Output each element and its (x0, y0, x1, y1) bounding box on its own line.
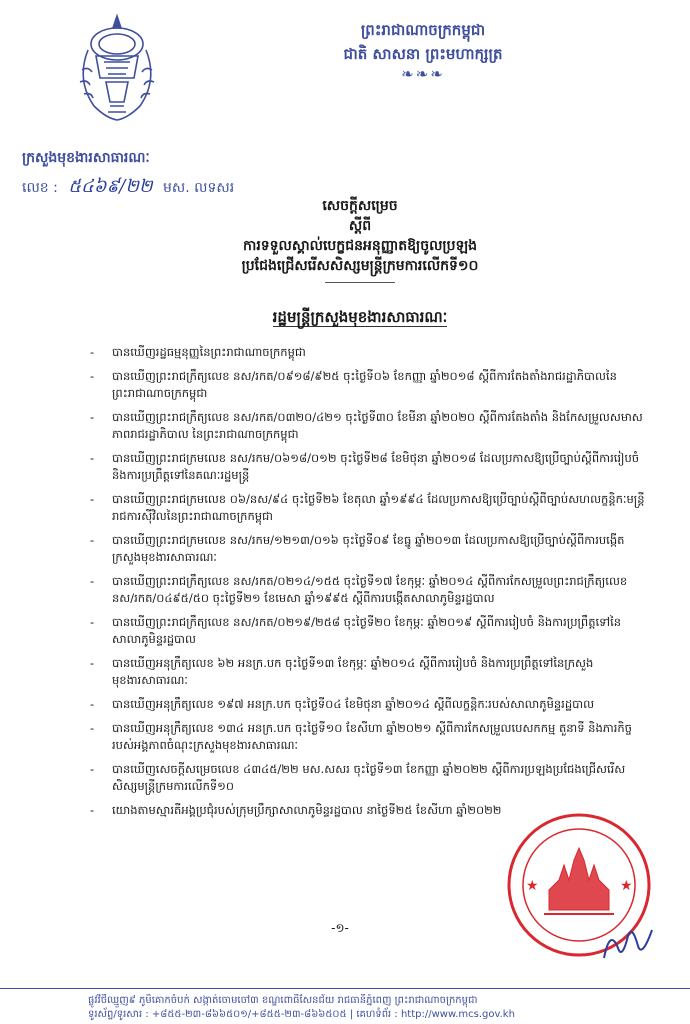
ministry-name: ក្រសួងមុខងារសាធារណៈ (22, 150, 150, 166)
list-item-text: បានឃើញអនុក្រឹត្យលេខ ៦២ អនក្រ.បក ចុះថ្ងៃទី១៣ ខែកុម្ភៈ ឆ្នាំ២០១៤ ស្ដីពីការរៀបចំ និងការប្រព្រឹត្ដទៅនៃក្រសួងមុខងារសាធារណៈ (112, 656, 594, 687)
page-number: -១- (331, 921, 349, 935)
list-item-text: បានឃើញព្រះរាជក្រឹត្យលេខ នស/រកត/០២១៤/១៥៥ ចុះថ្ងៃទី១៧ ខែកុម្ភៈ ឆ្នាំ២០១៤ ស្ដីពីការកែសម្រួលព្រះរាជក្រឹត្យលេខ នស/រកត/០៤៩៥/៥០ ចុះថ្ងៃទី២១ ខែមេសា ឆ្នាំ១៩៩៥ ស្ដីពីការបង្កើតសាលាភូមិន្ទរដ្ឋបាល (112, 574, 628, 605)
footer (88, 994, 678, 1022)
list-item-text: បានឃើញអនុក្រឹត្យលេខ ១៩៧ អនក្រ.បក ចុះថ្ងៃទី០៤ ខែមិថុនា ឆ្នាំ២០១៤ ស្ដីពីលក្ខន្ដិកៈរបស់សាលាភូមិន្ទរដ្ឋបាល (112, 697, 595, 711)
reference-number: ៥៤៦៩/២២ (68, 176, 153, 197)
reference-suffix: មស. លទសរ (163, 180, 235, 196)
list-item: - បានឃើញព្រះរាជក្រឹត្យលេខ នស/រកត/០២១៤/១៥៥ ចុះថ្ងៃទី១៧ ខែកុម្ភៈ ឆ្នាំ២០១៤ ស្ដីពីការកែសម្រួលព្រះរាជក្រឹត្យលេខ នស/រកត/០៤៩៥/៥០ ចុះថ្ងៃទី២១ ខែមេសា ឆ្នាំ១៩៩៥ ស្ដីពីការបង្កើតសាលាភូមិន្ទរដ្ឋបាល (90, 574, 628, 605)
minister-heading-text: រដ្ឋមន្ដ្រីក្រសួងមុខងារសាធារណៈ (272, 308, 448, 326)
title-divider (325, 282, 395, 283)
list-item-text: យោងតាមស្មារតីអង្គប្រជុំរបស់ក្រុមប្រឹក្សាសាលាភូមិន្ទរដ្ឋបាល នាថ្ងៃទី២៥ ខែសីហា ឆ្នាំ២០២២ (112, 803, 502, 817)
list-item: - បានឃើញអនុក្រឹត្យលេខ ១៩៧ អនក្រ.បក ចុះថ្ងៃទី០៤ ខែមិថុនា ឆ្នាំ២០១៤ ស្ដីពីលក្ខន្ដិកៈរបស់សាលាភូមិន្ទរដ្ឋបាល (90, 697, 595, 711)
decision-title (150, 196, 570, 283)
list-item: - បានឃើញអនុក្រឹត្យលេខ ១៣៤ អនក្រ.បក ចុះថ្ងៃទី១០ ខែសីហា ឆ្នាំ២០២១ ស្ដីពីការកែសម្រួលបេសកកម្ម តួនាទី និងភារកិច្ចរបស់អង្គភាពចំណុះក្រសួងមុខងារសាធារណៈ (90, 721, 632, 752)
list-item-text: បានឃើញព្រះរាជក្រមលេខ នស/រកម/០៦១៨/០១២ ចុះថ្ងៃទី២៨ ខែមិថុនា ឆ្នាំ២០១៨ ដែលប្រកាសឱ្យប្រើច្បាប់ស្ដីពីការរៀបចំ និងការប្រព្រឹត្ដទៅនៃគណៈរដ្ឋមន្ដ្រី (112, 451, 640, 482)
footer-divider (0, 988, 690, 989)
reference-prefix: លេខ : (22, 180, 58, 196)
list-item-text: បានឃើញរដ្ឋធម្មនុញ្ញនៃព្រះរាជាណាចក្រកម្ពុជា (112, 345, 306, 359)
minister-heading (150, 308, 570, 330)
list-item-text: បានឃើញអនុក្រឹត្យលេខ ១៣៤ អនក្រ.បក ចុះថ្ងៃទី១០ ខែសីហា ឆ្នាំ២០២១ ស្ដីពីការកែសម្រួលបេសកកម្ម តួនាទី និងភារកិច្ចរបស់អង្គភាពចំណុះក្រសួងមុខងារសាធារណៈ (112, 721, 632, 752)
royal-emblem-icon (68, 10, 166, 130)
header-ornament: ❧❧❧ (401, 65, 445, 83)
title-line-4: ប្រជែងជ្រើសរើសសិស្សមន្ដ្រីក្រមការលើកទី១០ (241, 258, 479, 274)
list-item: - បានឃើញរដ្ឋធម្មនុញ្ញនៃព្រះរាជាណាចក្រកម្ពុជា (90, 345, 306, 359)
footer-address: ផ្លូវវិថីឈ្មួញ៩ ភូមិគោកចំបក់ សង្កាត់ចោមចៅ៣ ខណ្ឌពោធិ៍សែនជ័យ រាជធានីភ្នំពេញ ព្រះរាជាណាចក្រកម្ពុជា (88, 995, 478, 1006)
svg-text:★: ★ (620, 878, 633, 894)
list-item: - បានឃើញព្រះរាជក្រមលេខ ០៦/នស/៩៤ ចុះថ្ងៃទី២៦ ខែតុលា ឆ្នាំ១៩៩៤ ដែលប្រកាសឱ្យប្រើច្បាប់ស្ដីពីច្បាប់សហលក្ខន្ដិកៈមន្ដ្រីរាជការស៊ីវិលនៃព្រះរាជាណាចក្រកម្ពុជា (90, 492, 645, 523)
list-item-text: បានឃើញព្រះរាជក្រឹត្យលេខ នស/រកត/០៣២០/៤២១ ចុះថ្ងៃទី៣០ ខែមីនា ឆ្នាំ២០២០ ស្ដីពីការតែងតាំង និងកែសម្រួលសមាសភាពរាជរដ្ឋាភិបាល នៃព្រះរាជាណាចក្រកម្ពុជា (112, 410, 643, 441)
legal-basis-list (90, 344, 650, 826)
title-line-3: ការទទួលស្គាល់បេក្ខជនអនុញ្ញាតឱ្យចូលប្រឡង (243, 238, 477, 254)
list-item: - បានឃើញព្រះរាជក្រឹត្យលេខ នស/រកត/០៣២០/៤២១ ចុះថ្ងៃទី៣០ ខែមីនា ឆ្នាំ២០២០ ស្ដីពីការតែងតាំង និងកែសម្រួលសមាសភាពរាជរដ្ឋាភិបាល នៃព្រះរាជាណាចក្រកម្ពុជា (90, 410, 643, 441)
list-item: - បានឃើញព្រះរាជក្រមលេខ នស/រកម/១២១៣/០១៦ ចុះថ្ងៃទី០៩ ខែធ្នូ ឆ្នាំ២០១៣ ដែលប្រកាសឱ្យប្រើច្បាប់ស្ដីពីការបង្កើតក្រសួងមុខងារសាធារណៈ (90, 533, 625, 564)
footer-contact: ទូរស័ព្ទ/ទូរសារ : +៨៥៥-២៣-៨៦៦៥០១/+៨៥៥-២៣-៨៦៦៥០៥ | គេហទំព័រ : http://www.mcs.gov.kh (88, 1009, 515, 1020)
list-item: - បានឃើញសេចក្ដីសម្រេចលេខ ៤៣៤៥/២២ មស.សសរ ចុះថ្ងៃទី១៣ ខែកញ្ញា ឆ្នាំ២០២២ ស្ដីពីការប្រឡងប្រជែងជ្រើសរើសសិស្សមន្ដ្រីក្រមការលើកទី១០ (90, 762, 626, 793)
title-line-1: សេចក្ដីសម្រេច (322, 198, 398, 214)
kingdom-title: ព្រះរាជាណាចក្រកម្ពុជា (360, 21, 486, 39)
list-item: - បានឃើញព្រះរាជក្រមលេខ នស/រកម/០៦១៨/០១២ ចុះថ្ងៃទី២៨ ខែមិថុនា ឆ្នាំ២០១៨ ដែលប្រកាសឱ្យប្រើច្បាប់ស្ដីពីការរៀបចំ និងការប្រព្រឹត្ដទៅនៃគណៈរដ្ឋមន្ដ្រី (90, 451, 640, 482)
list-item: - បានឃើញអនុក្រឹត្យលេខ ៦២ អនក្រ.បក ចុះថ្ងៃទី១៣ ខែកុម្ភៈ ឆ្នាំ២០១៤ ស្ដីពីការរៀបចំ និងការប្រព្រឹត្ដទៅនៃក្រសួងមុខងារសាធារណៈ (90, 656, 594, 687)
list-item: - បានឃើញព្រះរាជក្រឹត្យលេខ នស/រកត/០៩១៨/៩២៥ ចុះថ្ងៃទី០៦ ខែកញ្ញា ឆ្នាំ២០១៨ ស្ដីពីការតែងតាំងរាជរដ្ឋាភិបាលនៃព្រះរាជាណាចក្រកម្ពុជា (90, 369, 617, 400)
list-item-text: បានឃើញព្រះរាជក្រមលេខ នស/រកម/១២១៣/០១៦ ចុះថ្ងៃទី០៩ ខែធ្នូ ឆ្នាំ២០១៣ ដែលប្រកាសឱ្យប្រើច្បាប់ស្ដីពីការបង្កើតក្រសួងមុខងារសាធារណៈ (112, 533, 625, 564)
list-item: - យោងតាមស្មារតីអង្គប្រជុំរបស់ក្រុមប្រឹក្សាសាលាភូមិន្ទរដ្ឋបាល នាថ្ងៃទី២៥ ខែសីហា ឆ្នាំ២០២២ (90, 803, 502, 817)
kingdom-header (268, 18, 578, 82)
list-item: - បានឃើញព្រះរាជក្រឹត្យលេខ នស/រកត/០២១៩/២៥៨ ចុះថ្ងៃទី២០ ខែកុម្ភៈ ឆ្នាំ២០១៩ ស្ដីពីការរៀបចំ និងការប្រព្រឹត្ដទៅនៃសាលាភូមិន្ទរដ្ឋបាល (90, 615, 622, 646)
title-line-2: ស្ដីពី (348, 218, 372, 234)
svg-text:★: ★ (526, 878, 539, 894)
signature-icon (598, 918, 658, 968)
national-motto: ជាតិ សាសនា ព្រះមហាក្សត្រ (343, 45, 503, 63)
list-item-text: បានឃើញព្រះរាជក្រឹត្យលេខ នស/រកត/០៩១៨/៩២៥ ចុះថ្ងៃទី០៦ ខែកញ្ញា ឆ្នាំ២០១៨ ស្ដីពីការតែងតាំងរាជរដ្ឋាភិបាលនៃព្រះរាជាណាចក្រកម្ពុជា (112, 369, 617, 400)
list-item-text: បានឃើញសេចក្ដីសម្រេចលេខ ៤៣៤៥/២២ មស.សសរ ចុះថ្ងៃទី១៣ ខែកញ្ញា ឆ្នាំ២០២២ ស្ដីពីការប្រឡងប្រជែងជ្រើសរើសសិស្សមន្ដ្រីក្រមការលើកទី១០ (112, 762, 626, 793)
list-item-text: បានឃើញព្រះរាជក្រឹត្យលេខ នស/រកត/០២១៩/២៥៨ ចុះថ្ងៃទី២០ ខែកុម្ភៈ ឆ្នាំ២០១៩ ស្ដីពីការរៀបចំ និងការប្រព្រឹត្ដទៅនៃសាលាភូមិន្ទរដ្ឋបាល (112, 615, 622, 646)
list-item-text: បានឃើញព្រះរាជក្រមលេខ ០៦/នស/៩៤ ចុះថ្ងៃទី២៦ ខែតុលា ឆ្នាំ១៩៩៤ ដែលប្រកាសឱ្យប្រើច្បាប់ស្ដីពីច្បាប់សហលក្ខន្ដិកៈមន្ដ្រីរាជការស៊ីវិលនៃព្រះរាជាណាចក្រកម្ពុជា (112, 492, 645, 523)
